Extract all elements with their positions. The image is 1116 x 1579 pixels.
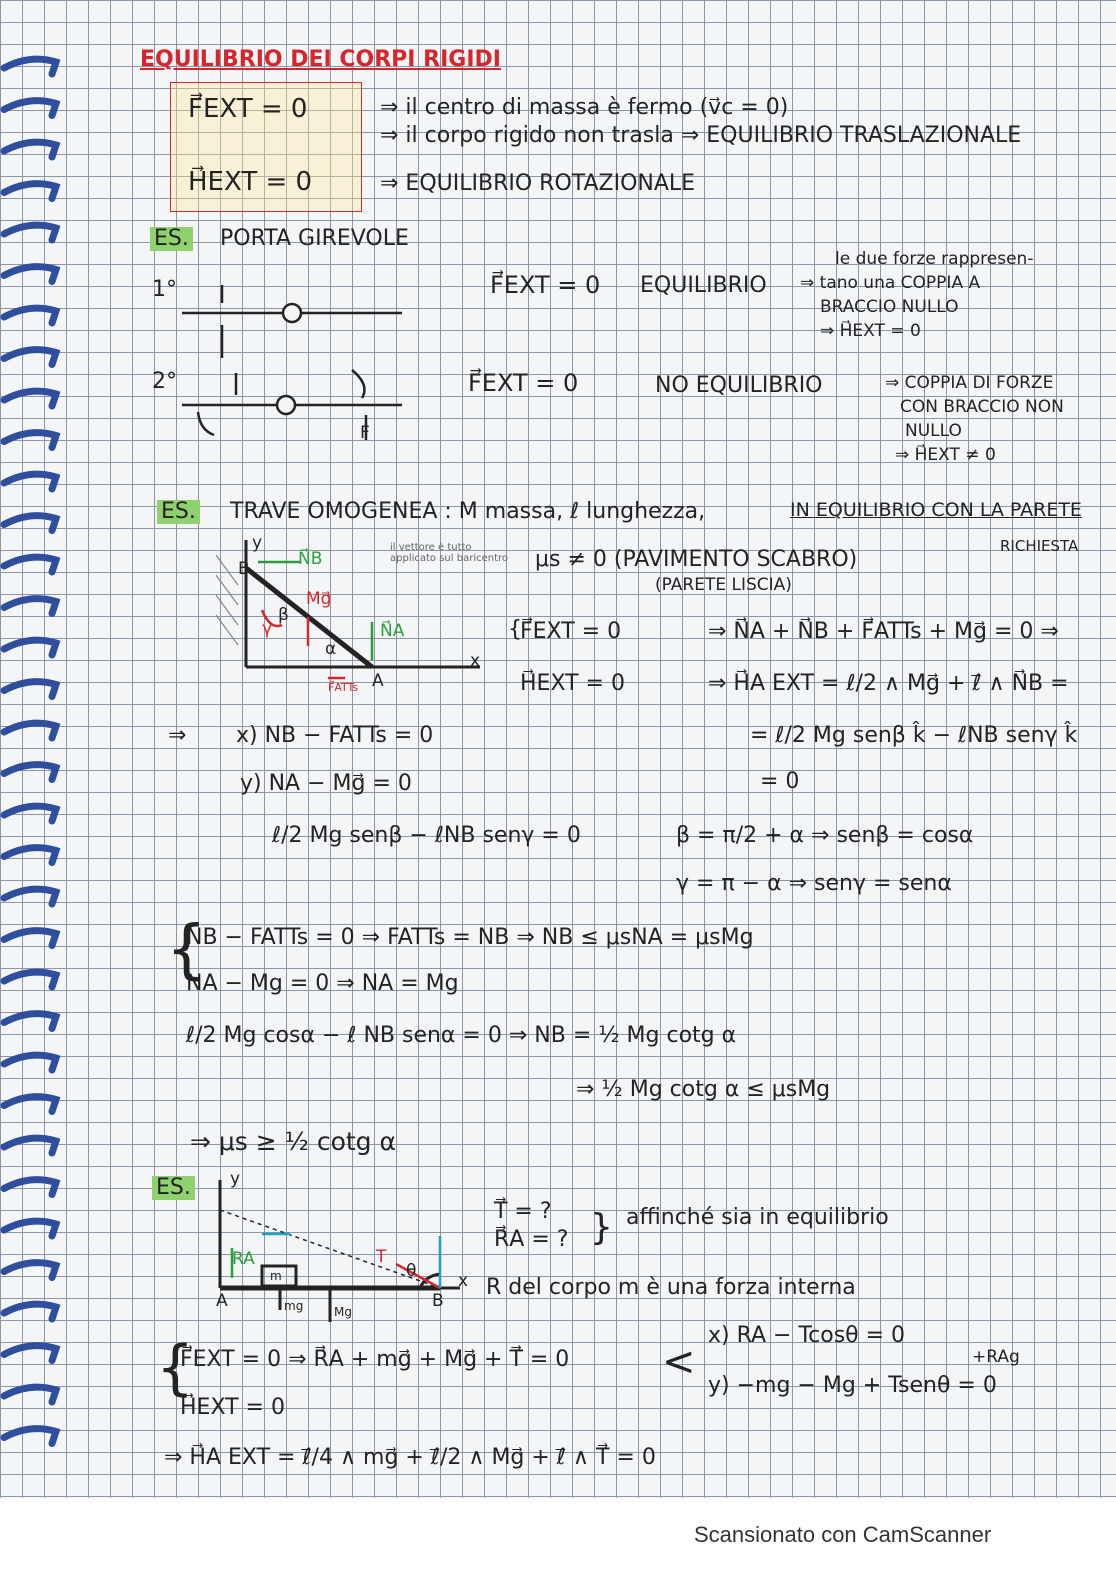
ex1-case2-note-b: CON BRACCIO NON (900, 397, 1064, 417)
ex3-lbl-a: A (216, 1291, 228, 1311)
ex1-case1-note-c: BRACCIO NULLO (820, 297, 959, 317)
ex1-case2-note-c: NULLO (905, 421, 962, 441)
ex1-case1-label: 1° (152, 277, 177, 302)
ex1-case2-label: 2° (152, 369, 177, 394)
page-title: EQUILIBRIO DEI CORPI RIGIDI (140, 47, 501, 72)
ex2-res4: ⇒ ½ Mg cotg α ≤ μsMg (576, 1077, 831, 1102)
ex1-case2-note-a: ⇒ COPPIA DI FORZE (885, 373, 1054, 393)
ex3-eq1x: x) RA − Tcosθ = 0 (708, 1323, 906, 1348)
ex2-beta: β = π/2 + α ⇒ senβ = cosα (676, 823, 974, 848)
ex3-unknowns-note: affinché sia in equilibrio (626, 1205, 889, 1230)
ex2-lbl-na: N⃗A (380, 621, 405, 641)
ex2-mu: μs ≠ 0 (PAVIMENTO SCABRO) (535, 547, 858, 572)
ex3-split-arrow: < (662, 1339, 696, 1385)
ex3-eq3: ⇒ H⃗A EXT = ℓ⃗/4 ∧ mg⃗ + ℓ⃗/2 ∧ Mg⃗ + ℓ⃗ ∧ T⃗ = 0 (164, 1445, 656, 1470)
ex3-lbl-Mg: Mg (334, 1305, 352, 1319)
ex2-comp-z: ℓ/2 Mg senβ − ℓNB senγ = 0 (272, 823, 581, 848)
ex3-lbl-x: x (458, 1271, 469, 1291)
intro-h-ext: H⃗EXT = 0 (188, 167, 313, 197)
ex2-lbl-y: y (252, 533, 263, 553)
ex1-label: ES. (150, 227, 193, 251)
ex2-richiesta: RICHIESTA (1000, 537, 1079, 555)
ex1-force-label: F (360, 423, 370, 443)
ex3-unknown-ra: R⃗A = ? (494, 1227, 569, 1252)
ex3-lbl-y: y (230, 1169, 241, 1189)
ex1-case2-result: NO EQUILIBRIO (655, 373, 823, 398)
ex2-res3: ℓ/2 Mg cosα − ℓ NB senα = 0 ⇒ NB = ½ Mg cotg α (186, 1023, 737, 1048)
ex3-lbl-t: T (376, 1247, 387, 1267)
ex3-lbl-theta: θ (406, 1261, 417, 1281)
ex2-lbl-a: A (372, 671, 384, 691)
ex3-rag: +RAg (972, 1347, 1020, 1367)
ex1-heading: PORTA GIREVOLE (220, 226, 409, 251)
ex1-case2-eq: F⃗EXT = 0 (468, 369, 579, 397)
ex3-lbl-ra: RA (232, 1249, 255, 1269)
ex2-comp-y: y) NA − Mg⃗ = 0 (240, 771, 412, 796)
ex2-lbl-gamma: γ (262, 619, 273, 639)
intro-note-2: ⇒ il corpo rigido non trasla ⇒ EQUILIBRIO TRASLAZIONALE (380, 123, 1022, 148)
ex3-label: ES. (152, 1176, 195, 1200)
ex2-lbl-beta: β (278, 605, 289, 625)
ex3-eq1: F⃗EXT = 0 ⇒ R⃗A + mg⃗ + Mg⃗ + T⃗ = 0 (180, 1347, 570, 1372)
ex1-case1-note-d: ⇒ H⃗EXT = 0 (820, 321, 921, 341)
ex1-case1-note-a: le due forze rappresen- (835, 249, 1034, 269)
ex2-gamma: γ = π − α ⇒ senγ = senα (676, 871, 952, 896)
ex2-sys2-res: ⇒ H⃗A EXT = ℓ/2 ∧ Mg⃗ + ℓ⃗ ∧ N⃗B = (708, 671, 1069, 696)
ex2-sys1: F⃗EXT = 0 (520, 619, 622, 644)
ex2-label: ES. (157, 500, 200, 524)
ex2-sys2: H⃗EXT = 0 (520, 671, 625, 696)
ex2-heading: TRAVE OMOGENEA : M massa, ℓ lunghezza, (230, 499, 706, 524)
ex2-res1: NB − FATTs = 0 ⇒ FATTs = NB ⇒ NB ≤ μsNA = μsMg (186, 925, 754, 950)
ex3-eq2: H⃗EXT = 0 (180, 1395, 285, 1420)
ex3-unknown-t: T⃗ = ? (494, 1199, 552, 1224)
ex3-lbl-mg: mg (284, 1299, 304, 1313)
ex2-lbl-x: x (470, 651, 481, 671)
ex3-lbl-m: m (270, 1269, 282, 1283)
ex3-unknown-brace: } (590, 1207, 613, 1248)
ex2-res-brace: { (166, 913, 207, 987)
ex3-eq1y: y) −mg − Mg + Tsenθ = 0 (708, 1373, 997, 1398)
ex1-case1-eq: F⃗EXT = 0 (490, 271, 601, 299)
ex2-lbl-alpha: α (325, 639, 337, 659)
ex3-eq-brace: { (156, 1333, 195, 1403)
ex2-lbl-nb: N⃗B (298, 549, 323, 569)
ex2-final: ⇒ μs ≥ ½ cotg α (190, 1127, 396, 1156)
ex2-res2: NA − Mg = 0 ⇒ NA = Mg (186, 971, 459, 996)
ex2-parete: (PARETE LISCIA) (655, 575, 792, 595)
intro-note-1: ⇒ il centro di massa è fermo (v⃗c = 0) (380, 95, 789, 120)
ex2-sys1-res: ⇒ N⃗A + N⃗B + F⃗ATTs + Mg⃗ = 0 ⇒ (708, 619, 1059, 644)
scanner-footer: Scansionato con CamScanner (694, 1522, 992, 1547)
ex2-comp-x: x) NB − FATTs = 0 (236, 723, 434, 748)
intro-note-3: ⇒ EQUILIBRIO ROTAZIONALE (380, 171, 696, 196)
intro-f-ext: F⃗EXT = 0 (188, 94, 308, 124)
ex1-case1-note-b: ⇒ tano una COPPIA A (800, 273, 981, 293)
ex2-sys-brace: { (508, 617, 522, 642)
ex1-case1-result: EQUILIBRIO (640, 273, 767, 298)
ex2-note-vettore: il vettore è tutto applicato sul baricentro (390, 542, 509, 564)
ex3-note: R del corpo m è una forza interna (486, 1275, 856, 1300)
ex3-lbl-b: B (432, 1291, 444, 1311)
ex2-comp-arrow: ⇒ (168, 723, 187, 748)
ex1-case2-note-d: ⇒ H⃗EXT ≠ 0 (895, 445, 996, 465)
ex2-lbl-fatt: F⃗ATTs (328, 681, 359, 694)
ex2-sys2-cont: = ℓ/2 Mg senβ k̂ − ℓNB senγ k̂ (750, 723, 1078, 748)
ex2-heading-req: IN EQUILIBRIO CON LA PARETE (790, 499, 1082, 521)
ex2-sys2-zero: = 0 (760, 769, 800, 794)
ex2-lbl-mg: Mg⃗ (306, 589, 332, 609)
ex2-lbl-b: B (238, 559, 250, 579)
